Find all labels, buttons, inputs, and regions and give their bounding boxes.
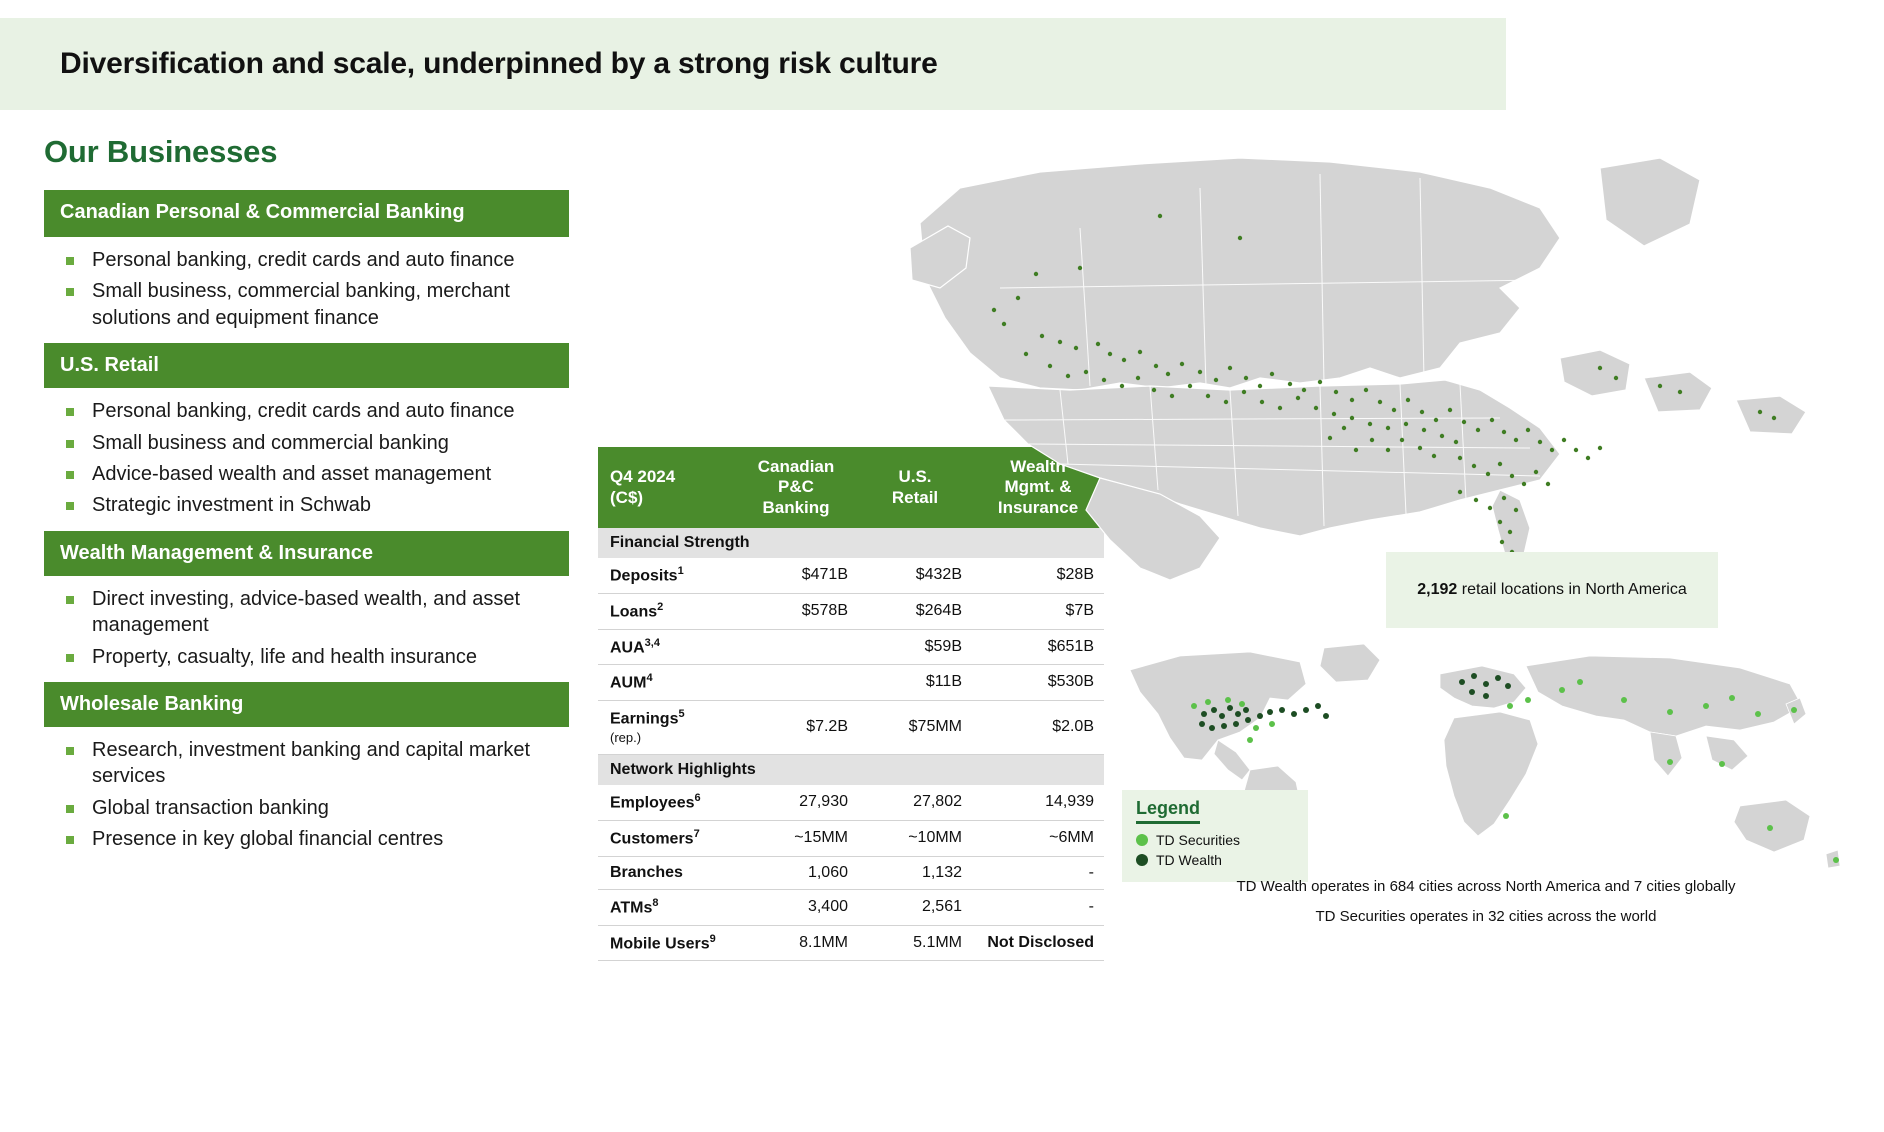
footnote-ref: 2 <box>657 600 664 613</box>
cell-value: 14,939 <box>972 785 1104 820</box>
cell-value: 5.1MM <box>858 925 972 961</box>
cell-value: $578B <box>734 593 858 629</box>
legend-dot-icon <box>1136 834 1148 846</box>
row-label-deposits <box>598 558 734 593</box>
cell-value: $651B <box>972 629 1104 665</box>
footnote-ref: 8 <box>652 896 659 909</box>
hdr-line: Insurance <box>997 497 1079 517</box>
footnote-td-wealth: TD Wealth operates in 684 cities across North America and 7 cities globally <box>1236 878 1736 895</box>
cell-value: ~6MM <box>972 820 1104 856</box>
row-label-aua <box>598 629 734 665</box>
cell-value: $432B <box>858 558 972 593</box>
cell-value: 2,561 <box>858 889 972 925</box>
table-row <box>598 889 1104 925</box>
cell-value: ~15MM <box>734 820 858 856</box>
footnote-ref: 7 <box>693 827 700 840</box>
footnote-ref: 3,4 <box>644 636 660 649</box>
cell-value: 3,400 <box>734 889 858 925</box>
row-label-mobile-users <box>598 925 734 961</box>
cell-value: $7B <box>972 593 1104 629</box>
table-section-financial-strength: Financial Strength <box>598 528 1104 558</box>
list-item: Small business and commercial banking <box>62 430 569 456</box>
table-row <box>598 629 1104 665</box>
business-bullets-wealth-insurance <box>44 586 569 670</box>
map-legend <box>1122 790 1308 882</box>
hdr-line: Banking <box>762 497 830 517</box>
business-header-wealth-insurance: Wealth Management & Insurance <box>44 531 569 576</box>
hdr-line: Wealth <box>1010 457 1066 476</box>
cell-value: $2.0B <box>972 701 1104 755</box>
list-item: Presence in key global financial centres <box>62 826 569 852</box>
table-header-period-line1: Q4 2024 <box>610 467 676 487</box>
row-label-text: AUA <box>610 638 645 656</box>
legend-label: TD Wealth <box>1156 852 1222 868</box>
retail-locations-count: 2,192 <box>1417 580 1458 598</box>
list-item: Small business, commercial banking, merchant solutions and equipment finance <box>62 278 569 331</box>
row-label-earnings <box>598 701 734 755</box>
cell-value: $471B <box>734 558 858 593</box>
table-section-network-highlights: Network Highlights <box>598 755 1104 786</box>
cell-value: - <box>972 889 1104 925</box>
row-label-branches <box>598 856 734 889</box>
cell-value: 27,802 <box>858 785 972 820</box>
table-row <box>598 701 1104 755</box>
legend-item-td-wealth <box>1136 852 1298 868</box>
list-item: Personal banking, credit cards and auto finance <box>62 398 569 424</box>
table-row <box>598 665 1104 701</box>
table-row <box>598 785 1104 820</box>
cell-value <box>734 629 858 665</box>
map-footnotes <box>1112 876 1860 936</box>
cell-value: 1,060 <box>734 856 858 889</box>
row-label-text: Employees <box>610 794 695 812</box>
cell-value: $264B <box>858 593 972 629</box>
footnote-ref: 1 <box>677 565 684 578</box>
table-row <box>598 856 1104 889</box>
our-businesses-panel <box>44 134 569 864</box>
business-header-wholesale: Wholesale Banking <box>44 682 569 727</box>
footnote-ref: 4 <box>646 672 653 685</box>
row-label-employees <box>598 785 734 820</box>
row-label-text: AUM <box>610 674 647 692</box>
legend-item-td-securities <box>1136 832 1298 848</box>
retail-locations-note-text <box>1417 580 1686 601</box>
row-label-text: Loans <box>610 603 658 621</box>
row-label-text: Mobile Users <box>610 935 710 953</box>
table-row <box>598 925 1104 961</box>
row-sublabel: (rep.) <box>610 729 642 745</box>
row-label-text: Customers <box>610 830 694 848</box>
business-bullets-wholesale <box>44 737 569 853</box>
row-label-aum <box>598 665 734 701</box>
list-item: Research, investment banking and capital market services <box>62 737 569 790</box>
cell-value: - <box>972 856 1104 889</box>
row-label-text: Earnings <box>610 710 679 728</box>
cell-value: 1,132 <box>858 856 972 889</box>
section-title: Our Businesses <box>44 134 278 169</box>
list-item: Direct investing, advice-based wealth, and asset management <box>62 586 569 639</box>
hdr-line: P&C <box>778 477 814 497</box>
cell-value: $7.2B <box>734 701 858 755</box>
cell-value: $11B <box>858 665 972 701</box>
cell-value: 8.1MM <box>734 925 858 961</box>
table-header-period-line2: (C$) <box>610 487 644 507</box>
cell-value: $28B <box>972 558 1104 593</box>
row-label-text: Deposits <box>610 567 678 585</box>
legend-dot-icon <box>1136 854 1148 866</box>
row-label-customers <box>598 820 734 856</box>
footnote-ref: 9 <box>709 932 716 945</box>
retail-locations-label: retail locations in North America <box>1457 580 1687 598</box>
list-item: Strategic investment in Schwab <box>62 492 569 518</box>
hdr-line: U.S. <box>898 467 932 487</box>
row-label-text: ATMs <box>610 899 653 917</box>
footnote-ref: 6 <box>694 792 701 805</box>
row-label-atms <box>598 889 734 925</box>
cell-value: $59B <box>858 629 972 665</box>
list-item: Personal banking, credit cards and auto finance <box>62 247 569 273</box>
hdr-line: Mgmt. & <box>1004 477 1072 497</box>
table-header-period <box>598 447 734 528</box>
table-header-canadian-pc <box>734 447 858 528</box>
business-header-canadian-pc: Canadian Personal & Commercial Banking <box>44 190 569 237</box>
list-item: Property, casualty, life and health insurance <box>62 644 569 670</box>
cell-value: $75MM <box>858 701 972 755</box>
row-label-loans <box>598 593 734 629</box>
header-banner <box>0 18 1506 110</box>
legend-label: TD Securities <box>1156 832 1241 848</box>
business-header-us-retail: U.S. Retail <box>44 343 569 388</box>
legend-title: Legend <box>1136 798 1200 824</box>
cell-value: Not Disclosed <box>972 925 1104 961</box>
list-item: Global transaction banking <box>62 795 569 821</box>
cell-value: ~10MM <box>858 820 972 856</box>
cell-value <box>734 665 858 701</box>
list-item: Advice-based wealth and asset management <box>62 461 569 487</box>
footnote-td-securities: TD Securities operates in 32 cities across the world <box>1315 907 1657 925</box>
row-label-text: Branches <box>610 863 683 881</box>
table-section-row <box>598 755 1104 786</box>
cell-value: $530B <box>972 665 1104 701</box>
table-row <box>598 820 1104 856</box>
hdr-line: Retail <box>891 487 939 507</box>
hdr-line: Canadian <box>757 457 835 476</box>
retail-locations-note <box>1386 552 1718 628</box>
business-bullets-us-retail <box>44 398 569 519</box>
footnote-ref: 5 <box>678 708 685 721</box>
cell-value: 27,930 <box>734 785 858 820</box>
business-bullets-canadian-pc <box>44 247 569 331</box>
page-title: Diversification and scale, underpinned by a strong risk culture <box>60 47 938 80</box>
